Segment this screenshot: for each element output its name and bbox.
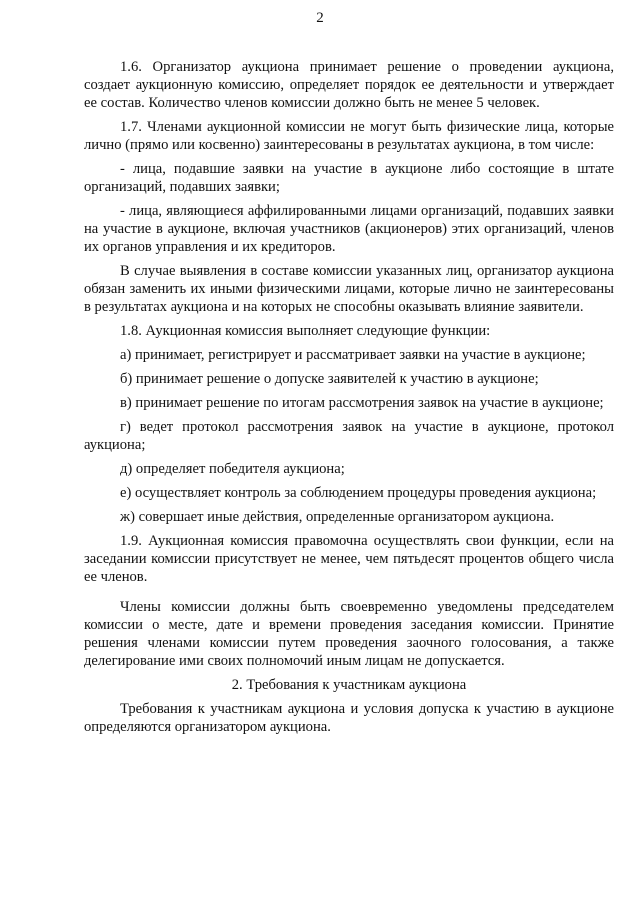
- paragraph-1-7-replacement: В случае выявления в составе комиссии указанных лиц, организатор аукциона обязан заменить их иными физическими лицами, которые лично не заинтересованы в результатах аукциона и на которых не способны оказывать влияние заявители.: [84, 263, 614, 315]
- function-zh: ж) совершает иные действия, определенные организатором аукциона.: [120, 509, 555, 525]
- function-v: в) принимает решение по итогам рассмотрения заявок на участие в аукционе;: [120, 395, 604, 411]
- section-2-heading: 2. Требования к участникам аукциона: [231, 677, 467, 693]
- function-a: а) принимает, регистрирует и рассматривает заявки на участие в аукционе;: [120, 347, 586, 363]
- paragraph-1-8: 1.8. Аукционная комиссия выполняет следующие функции:: [120, 323, 491, 339]
- paragraph-1-7-item-b: - лица, являющиеся аффилированными лицами организаций, подавших заявки на участие в аукционе, включая участников (акционеров) этих организаций, членов их органов управления и их кредиторов.: [84, 203, 614, 255]
- function-g: г) ведет протокол рассмотрения заявок на участие в аукционе, протокол аукциона;: [84, 419, 614, 453]
- paragraph-2-1: Требования к участникам аукциона и условия допуска к участию в аукционе определяются организатором аукциона.: [84, 701, 614, 735]
- function-b: б) принимает решение о допуске заявителей к участию в аукционе;: [120, 371, 539, 387]
- function-d: д) определяет победителя аукциона;: [120, 461, 345, 477]
- document-body: [84, 58, 614, 742]
- paragraph-1-9-notification: Члены комиссии должны быть своевременно уведомлены председателем комиссии о месте, дате и времени проведения заседания комиссии. Принятие решения членами комиссии путем проведения заочного голосования, а также делегирование ими своих полномочий иным лицам не допускается.: [84, 599, 614, 669]
- paragraph-1-9: 1.9. Аукционная комиссия правомочна осуществлять свои функции, если на заседании комиссии присутствует не менее, чем пятьдесят процентов общего числа ее членов.: [84, 533, 614, 585]
- paragraph-1-7: 1.7. Членами аукционной комиссии не могут быть физические лица, которые лично (прямо или косвенно) заинтересованы в результатах аукциона, в том числе:: [84, 119, 614, 153]
- function-e: е) осуществляет контроль за соблюдением процедуры проведения аукциона;: [120, 485, 597, 501]
- page-number: 2: [316, 10, 324, 26]
- paragraph-1-6: 1.6. Организатор аукциона принимает решение о проведении аукциона, создает аукционную комиссию, определяет порядок ее деятельности и утверждает ее состав. Количество членов комиссии должно быть не менее 5 человек.: [84, 59, 614, 111]
- paragraph-1-7-item-a: - лица, подавшие заявки на участие в аукционе либо состоящие в штате организаций, подавших заявки;: [84, 161, 614, 195]
